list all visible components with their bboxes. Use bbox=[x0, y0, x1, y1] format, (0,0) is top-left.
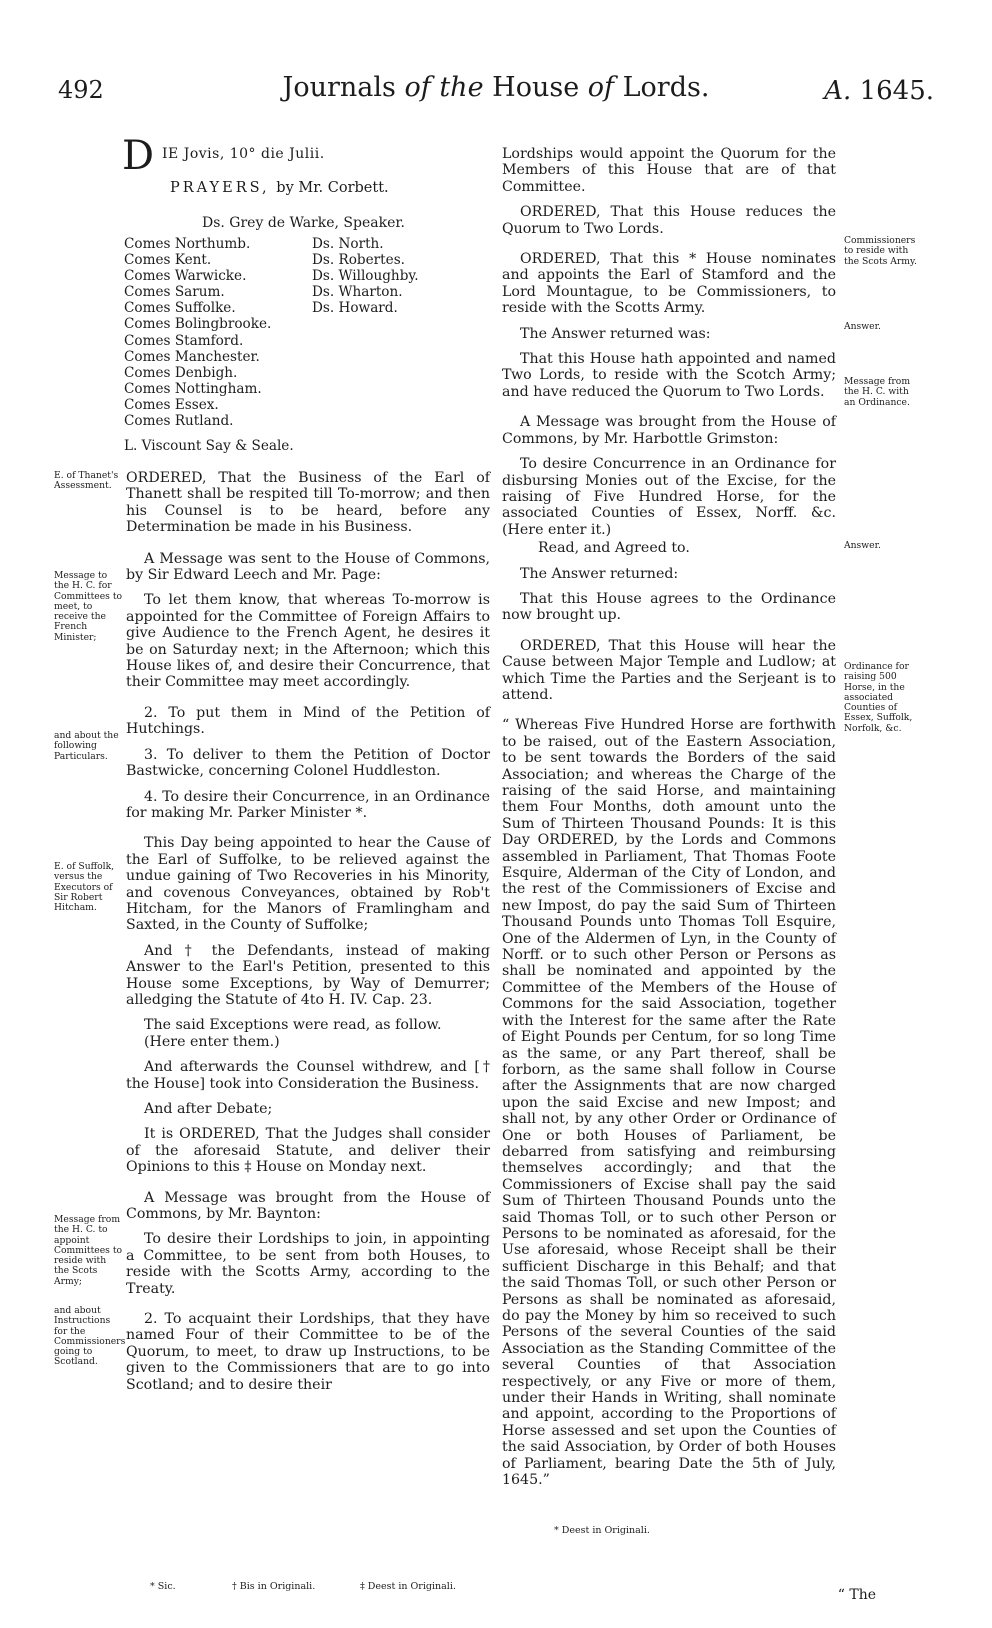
paragraph: The Answer returned: bbox=[520, 565, 679, 582]
paragraph: That this House agrees to the Ordinance now brought up. bbox=[502, 590, 836, 624]
paragraph: ORDERED, That this House reduces the Quorum to Two Lords. bbox=[502, 204, 836, 237]
year-label bbox=[824, 76, 934, 106]
footnote: † Bis in Originali. bbox=[232, 1581, 316, 1592]
paragraph: To desire Concurrence in an Ordinance for disbursing Monies out of the Excise, for the raising of Five Hundred Horse, for the associated Counties of Essex, Norff. &c. (Here enter it.) bbox=[502, 456, 836, 538]
paragraph: The said Exceptions were read, as follow. bbox=[144, 1017, 442, 1034]
paragraph: “ Whereas Five Hundred Horse are forthwith to be raised, out of the Eastern Association, to be sent towards the Borders of the said Association; and whereas the Charge of the raising of the said Horse, and maintaining them Four Months, doth amount unto the Sum of Thirteen Thousand Pounds: It is this Day ORDERED, by the Lords and Commons assembled in Parliament, That Thomas Foote Esquire, Alderman of the City of London, and the rest of the Commissioners of Excise and new Impost, do pay the said Sum of Thirteen Thousand Pounds unto Thomas Toll Esquire, One of the Aldermen of Lyn, in the County of Norff. or to such other Person or Persons as shall be nominated and appointed by the Committee of the Members of the House of Commons for the said Association, together with the Interest for the same after the Rate of Eight Pounds per Centum, for so long Time as the same, or any Part thereof, shall be forborn, as the same shall follow in Course after the Assignments that are now charged upon the said Excise and new Impost; and shall not, by any other Order or Ordinance of One or both Houses of Parliament, be debarred from satisfying and reimbursing themselves accordingly; and that the Commissioners of Excise shall pay the said Sum of Thirteen Thousand Pounds unto the said Thomas Toll, or to such other Person or Persons to be nominated as aforesaid, for the Use aforesaid, whose Receipt shall be their sufficient Discharge in this Behalf; and that the said Thomas Toll, or such other Person or Persons as shall be nominated as aforesaid, do pay the Money by him so received to such Persons of the several Counties of the said Association as the Standing Committee of the several Counties of that Association respectively, or any Five or more of them, under their Hands in Writing, shall nominate and appoint, according to the Proportions of Horse assessed and set upon the Counties of the said Association, by Order of both Houses of Parliament, bearing Date the 5th of July, 1645.” bbox=[502, 717, 836, 1489]
margin-note: E. of Thanet's Assessment. bbox=[54, 470, 119, 492]
right-column bbox=[502, 146, 836, 1497]
footnote: * Deest in Originali. bbox=[554, 1525, 650, 1536]
prayers-by: by Mr. Corbett. bbox=[276, 180, 389, 196]
margin-note: Commissioners to reside with the Scots Army. bbox=[844, 235, 917, 267]
speaker-line: Ds. Grey de Warke, Speaker. bbox=[202, 215, 405, 231]
margin-note: Ordinance for raising 500 Horse, in the associated Counties of Essex, Suffolk, Norfolk, &c. bbox=[844, 661, 913, 734]
paragraph: (Here enter them.) bbox=[144, 1033, 280, 1050]
paragraph: A Message was brought from the House of Commons, by Mr. Baynton: bbox=[126, 1189, 490, 1223]
paragraph: That this House hath appointed and named Two Lords, to reside with the Scotch Army; and have reduced the Quorum to Two Lords. bbox=[502, 351, 836, 400]
paragraph: Read, and Agreed to. bbox=[538, 540, 690, 557]
paragraph: And † the Defendants, instead of making Answer to the Earl's Petition, presented to this House some Exceptions, by Way of Demurrer; alledging the Statute of 4to H. IV. Cap. 23. bbox=[126, 942, 490, 1008]
attendee: Ds. Robertes. bbox=[312, 252, 405, 269]
paragraph: 4. To desire their Concurrence, in an Ordinance for making Mr. Parker Minister *. bbox=[126, 788, 490, 821]
page-header bbox=[58, 72, 934, 112]
margin-note: Message from the H. C. to appoint Committees to reside with the Scots Army; bbox=[54, 1214, 123, 1287]
title-word: of the bbox=[404, 72, 484, 103]
margin-note: Answer. bbox=[844, 321, 881, 332]
ordinance-text bbox=[502, 717, 836, 1488]
margin-note: E. of Suffolk, versus the Executors of Sir Robert Hitcham. bbox=[54, 861, 115, 914]
margin-note: Message to the H. C. for Committees to meet, to receive the French Minister; bbox=[54, 570, 123, 643]
catchword: “ The bbox=[837, 1587, 876, 1603]
margin-note: Answer. bbox=[844, 540, 881, 551]
paragraph: 3. To deliver to them the Petition of Doctor Bastwicke, concerning Colonel Huddleston. bbox=[126, 746, 490, 780]
paragraph: This Day being appointed to hear the Cause of the Earl of Suffolke, to be relieved against the undue gaining of Two Recoveries in his Minority, and covenous Conveyances, obtained by Rob't Hitcham, for the Manors of Framlingham and Saxted, in the County of Suffolke; bbox=[126, 835, 490, 934]
title-word: of bbox=[587, 72, 615, 103]
running-title bbox=[58, 72, 934, 103]
footnote: * Sic. bbox=[150, 1581, 176, 1592]
attendance-right bbox=[312, 236, 419, 316]
margin-note: and about Instructions for the Commissioners going to Scotland. bbox=[54, 1305, 126, 1368]
paragraph: The Answer returned was: bbox=[520, 325, 711, 342]
attendee: Comes Nottingham. bbox=[124, 380, 262, 397]
paragraph: ORDERED, That the Business of the Earl of Thanett shall be respited till To-morrow; and then his Counsel is to be heard, before any Determination be made in his Business. bbox=[126, 470, 490, 536]
margin-note: and about the following Particulars. bbox=[54, 730, 119, 762]
paragraph: 2. To put them in Mind of the Petition of Hutchings. bbox=[126, 704, 490, 738]
paragraph: ORDERED, That this House will hear the Cause between Major Temple and Ludlow; at which Time the Parties and the Serjeant is to attend. bbox=[502, 637, 836, 703]
attendee: L. Viscount Say & Seale. bbox=[124, 438, 294, 455]
paragraph: It is ORDERED, That the Judges shall consider of the aforesaid Statute, and deliver their Opinions to this ‡ House on Monday next. bbox=[126, 1126, 490, 1176]
paragraph: A Message was sent to the House of Commons, by Sir Edward Leech and Mr. Page: bbox=[126, 550, 490, 584]
page-number: 492 bbox=[58, 76, 104, 104]
attendance-left bbox=[124, 236, 294, 454]
attendee: Ds. Willoughby. bbox=[312, 268, 419, 285]
attendee: Comes Suffolke. bbox=[124, 300, 236, 317]
paragraph: To desire their Lordships to join, in appointing a Committee, to be sent from both Houses, to reside with the Scotts Army, according to the Treaty. bbox=[126, 1231, 490, 1297]
attendee: Comes Manchester. bbox=[124, 348, 260, 365]
title-word: Journals bbox=[282, 72, 396, 103]
session-date: IE Jovis, 10° die Julii. bbox=[162, 146, 325, 162]
paragraph: Lordships would appoint the Quorum for the Members of this House that are of that Committee. bbox=[502, 146, 836, 195]
attendee: Ds. North. bbox=[312, 236, 384, 252]
attendee: Comes Northumb. bbox=[124, 236, 251, 252]
year-letter: A. bbox=[824, 76, 852, 106]
title-word: House bbox=[492, 72, 580, 103]
paragraph: 2. To acquaint their Lordships, that they have named Four of their Committee to be of the Quorum, to meet, to draw up Instructions, to be given to the Commissioners that are to go into Scotland; and to desire their bbox=[126, 1311, 490, 1393]
margin-note: Message from the H. C. with an Ordinance. bbox=[844, 376, 911, 408]
attendee: Ds. Wharton. bbox=[312, 284, 403, 301]
attendee: Comes Rutland. bbox=[124, 413, 234, 430]
attendee: Comes Warwicke. bbox=[124, 268, 247, 285]
attendee: Comes Essex. bbox=[124, 396, 219, 413]
attendee: Comes Stamford. bbox=[124, 332, 244, 349]
year-number: 1645. bbox=[859, 76, 934, 106]
prayers-line bbox=[170, 180, 389, 196]
drop-capital: D bbox=[122, 133, 155, 179]
paragraph: ORDERED, That this * House nominates and appoints the Earl of Stamford and the Lord Mountague, to be Commissioners, to reside with the Scotts Army. bbox=[502, 251, 836, 317]
paragraph: And afterwards the Counsel withdrew, and [† the House] took into Consideration the Business. bbox=[126, 1059, 490, 1092]
attendee: Ds. Howard. bbox=[312, 300, 398, 317]
prayers-label: PRAYERS, bbox=[170, 180, 270, 196]
left-column bbox=[126, 470, 490, 1402]
paragraph: A Message was brought from the House of Commons, by Mr. Harbottle Grimston: bbox=[502, 414, 836, 447]
footnote: ‡ Deest in Originali. bbox=[360, 1581, 456, 1592]
paragraph: To let them know, that whereas To-morrow is appointed for the Committee of Foreign Affairs to give Audience to the French Agent, he desires it be on Saturday next; in the Afternoon; which this House likes of, and desire their Concurrence, that their Committee may meet accordingly. bbox=[126, 592, 490, 691]
attendee: Comes Denbigh. bbox=[124, 364, 238, 381]
paragraph: And after Debate; bbox=[144, 1101, 273, 1117]
title-word: Lords. bbox=[622, 72, 710, 103]
attendee: Comes Kent. bbox=[124, 252, 212, 269]
attendee: Comes Bolingbrooke. bbox=[124, 316, 272, 333]
attendee: Comes Sarum. bbox=[124, 284, 225, 301]
